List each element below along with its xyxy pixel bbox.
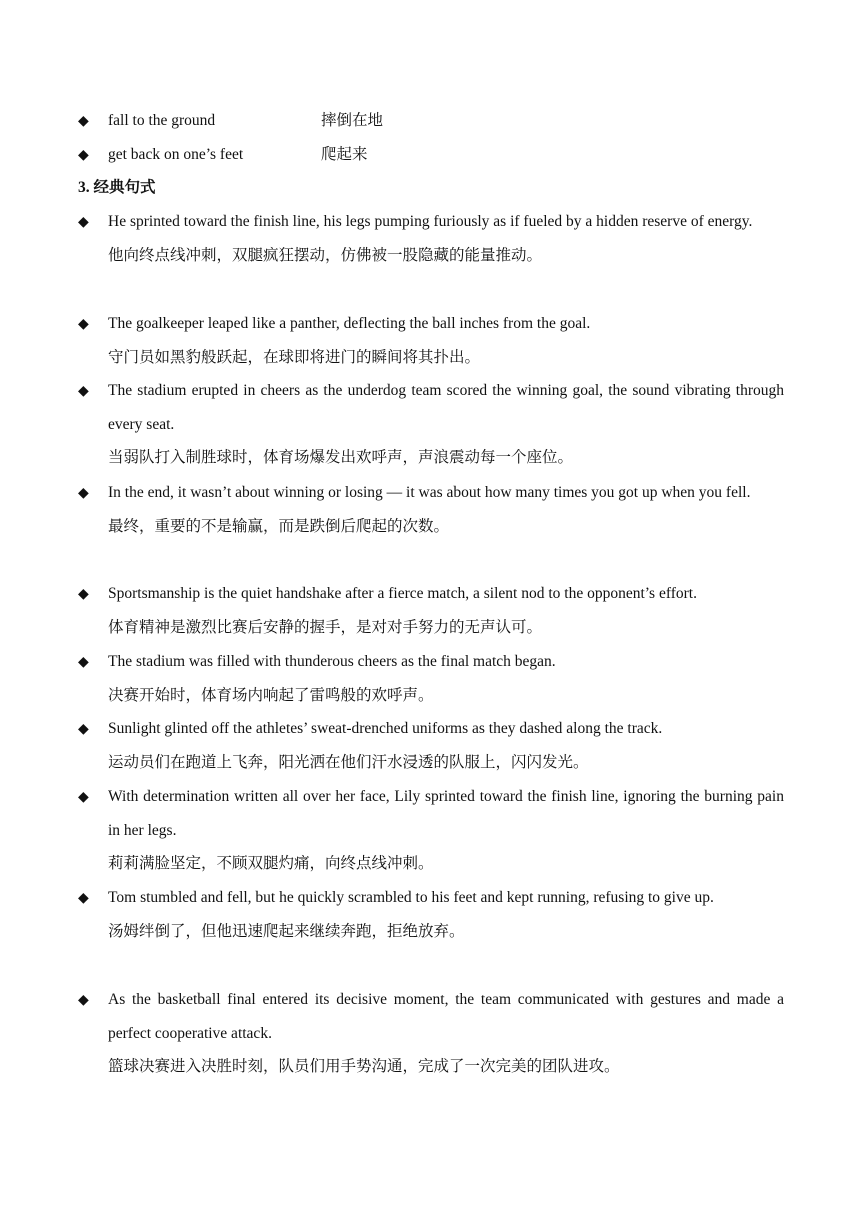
diamond-bullet-icon: ◆: [78, 890, 89, 906]
sentence-item: [78, 881, 784, 948]
sentence-english: The stadium was filled with thunderous cheers as the final match began.: [108, 653, 556, 670]
diamond-bullet-icon: ◆: [78, 789, 89, 805]
sentence-item: [78, 374, 784, 475]
sentence-english: He sprinted toward the finish line, his legs pumping furiously as if fueled by a hidden reserve of energy.: [108, 213, 753, 230]
diamond-bullet-icon: ◆: [78, 485, 89, 501]
sentence-item: [78, 645, 784, 712]
sentence-item: [78, 476, 784, 543]
diamond-bullet-icon: ◆: [78, 214, 89, 230]
phrase-english: get back on one’s feet: [108, 146, 244, 163]
sentence-chinese: 篮球决赛进入决胜时刻，队员们用手势沟通，完成了一次完美的团队进攻。: [108, 1058, 620, 1076]
sentence-chinese: 他向终点线冲刺，双腿疯狂摆动，仿佛被一股隐藏的能量推动。: [108, 246, 543, 264]
sentence-item: [78, 712, 784, 779]
sentence-english: Tom stumbled and fell, but he quickly scrambled to his feet and kept running, refusing to give up.: [108, 889, 714, 906]
diamond-bullet-icon: ◆: [78, 586, 89, 602]
phrase-english: fall to the ground: [108, 112, 216, 129]
diamond-bullet-icon: ◆: [78, 992, 89, 1008]
phrase-chinese: 摔倒在地: [321, 112, 384, 129]
sentence-chinese: 运动员们在跑道上飞奔，阳光洒在他们汗水浸透的队服上，闪闪发光。: [108, 753, 589, 771]
diamond-bullet-icon: ◆: [78, 721, 89, 737]
diamond-bullet-icon: ◆: [78, 113, 89, 129]
sentence-chinese: 当弱队打入制胜球时，体育场爆发出欢呼声，声浪震动每一个座位。: [108, 449, 574, 467]
sentence-english: Sportsmanship is the quiet handshake after a fierce match, a silent nod to the opponent’s effort.: [108, 585, 697, 602]
sentence-item: [78, 983, 784, 1084]
sentence-item: [78, 577, 784, 644]
sentence-item: [78, 780, 784, 881]
sentence-chinese: 最终，重要的不是输赢，而是跌倒后爬起的次数。: [108, 517, 450, 535]
sentence-chinese: 决赛开始时，体育场内响起了雷鸣般的欢呼声。: [108, 686, 434, 704]
sentence-english: With determination written all over her face, Lily sprinted toward the finish line, ignoring the burning pain in her legs.: [108, 788, 784, 839]
sentence-chinese: 守门员如黑豹般跃起，在球即将进门的瞬间将其扑出。: [108, 348, 481, 366]
sentence-english: In the end, it wasn’t about winning or losing — it was about how many times you got up when you fell.: [108, 484, 751, 501]
sentence-chinese: 莉莉满脸坚定，不顾双腿灼痛，向终点线冲刺。: [108, 855, 434, 873]
section-heading: 3. 经典句式: [78, 179, 156, 196]
diamond-bullet-icon: ◆: [78, 316, 89, 332]
diamond-bullet-icon: ◆: [78, 147, 89, 163]
sentence-english: Sunlight glinted off the athletes’ sweat-drenched uniforms as they dashed along the track.: [108, 720, 663, 737]
diamond-bullet-icon: ◆: [78, 654, 89, 670]
sentence-chinese: 体育精神是激烈比赛后安静的握手，是对对手努力的无声认可。: [108, 618, 543, 636]
sentence-item: [78, 307, 784, 374]
sentence-english: The goalkeeper leaped like a panther, deflecting the ball inches from the goal.: [108, 315, 591, 332]
sentence-english: As the basketball final entered its decisive moment, the team communicated with gestures and made a perfect cooperative attack.: [108, 991, 784, 1042]
sentence-english: The stadium erupted in cheers as the underdog team scored the winning goal, the sound vibrating through every seat.: [108, 382, 784, 433]
sentence-item: [78, 205, 784, 272]
phrase-chinese: 爬起来: [321, 146, 368, 163]
sentence-chinese: 汤姆绊倒了，但他迅速爬起来继续奔跑，拒绝放弃。: [108, 922, 465, 940]
diamond-bullet-icon: ◆: [78, 383, 89, 399]
